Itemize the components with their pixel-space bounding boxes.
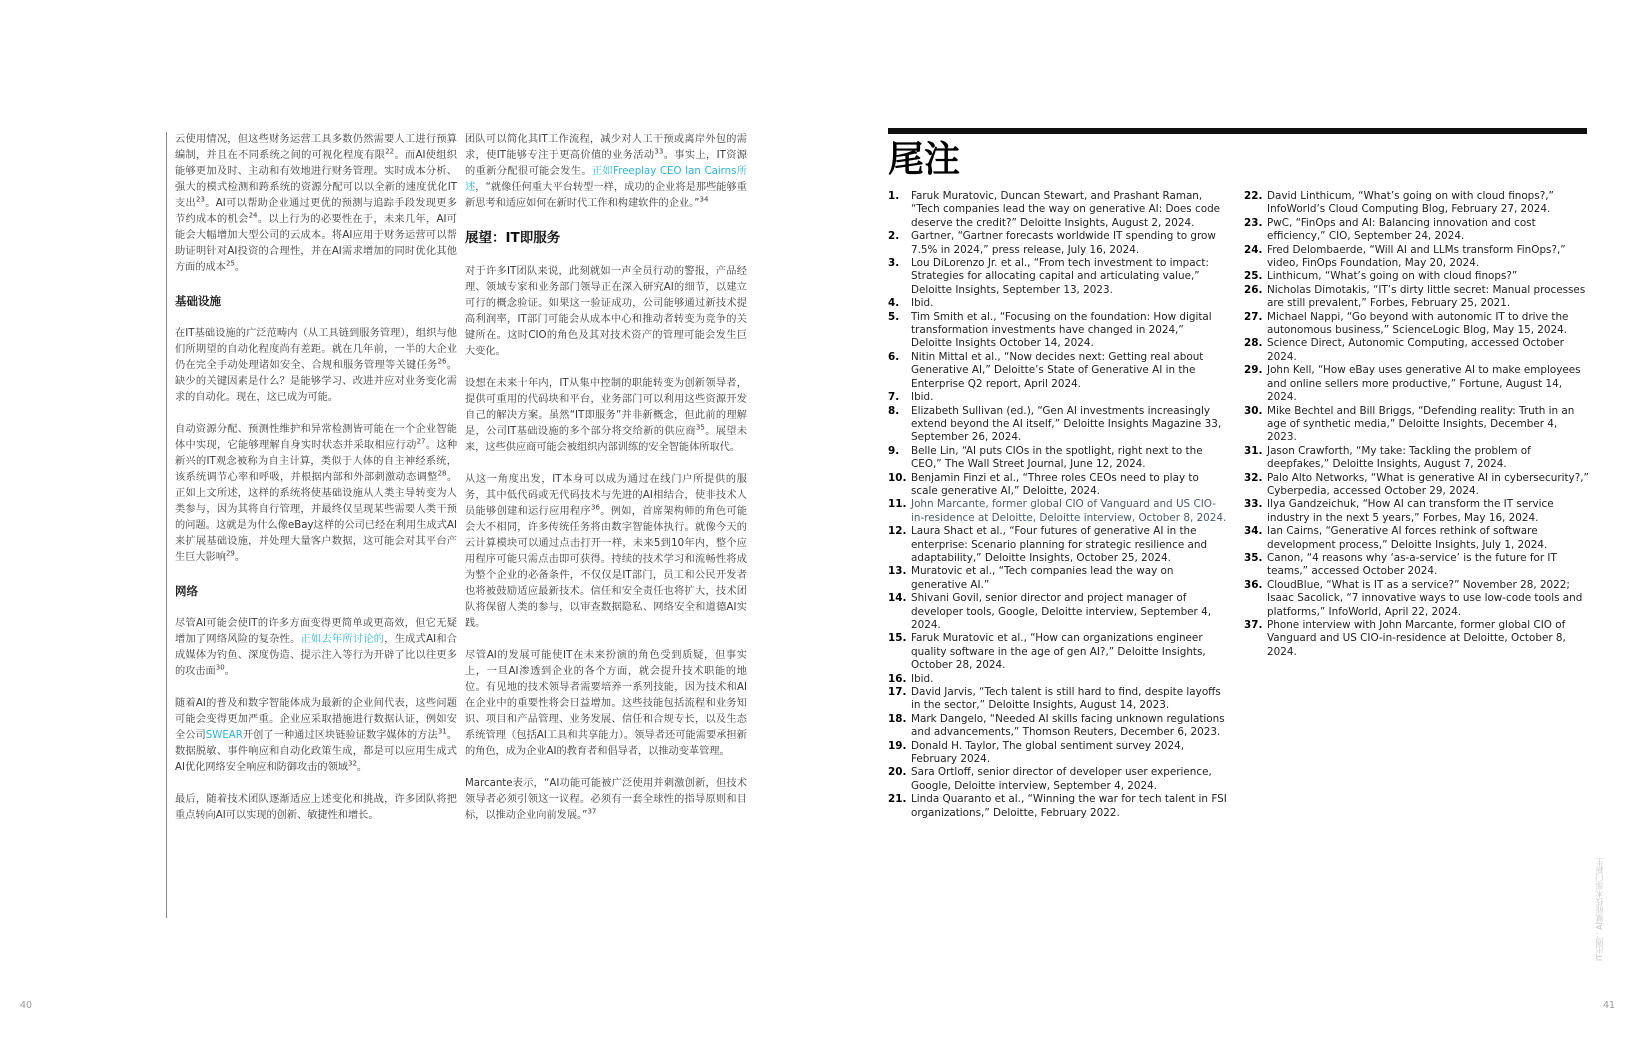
endnote-text: Tim Smith et al., “Focusing on the foundation: How digital transformation investments have changed in 2024,” Deloitte Insights October 14, 2024. [911, 310, 1212, 350]
endnote-text: Science Direct, Autonomic Computing, accessed October 2024. [1267, 337, 1564, 363]
endnotes-title: 尾注 [888, 139, 961, 180]
endnote-item [1244, 498, 1589, 525]
endnote-text: Shivani Govil, senior director and project manager of developer tools, Google, Deloitte interview, September 4, 2024. [911, 592, 1212, 631]
inline-link-freeplay[interactable]: 正如Freeplay CEO Ian Cairns所述 [465, 166, 747, 193]
page-number-left: 40 [20, 1000, 33, 1011]
paragraph: 尽管AI的发展可能使IT在未来扮演的角色受到质疑，但事实上，一旦AI渗透到企业的各个方面，就会提升技术职能的地位。有见地的技术领导者需要培养一系列技能，因为技术和AI在企业中的重要性将会日益增加。这些技能包括流程和业务知识、项目和产品管理、业务发展、信任和合规专长，以及生态系统管理（包括AI工具和共享能力）。领导者还可能需要承担新的角色，成为企业AI的教育者和倡导者，以推动变革管理。 [465, 650, 747, 757]
endnote-number: 18. [888, 712, 907, 725]
endnote-text: CloudBlue, “What is IT as a service?” November 28, 2022; Isaac Sacolick, “7 innovative ways to use low-code tools and platforms,” InfoWorld, April 22, 2024. [1267, 578, 1583, 618]
endnote-text: PwC, “FinOps and AI: Balancing innovation and cost efficiency,” CIO, September 24, 2024. [1267, 216, 1536, 243]
endnote-item [888, 740, 1228, 767]
endnote-item [888, 592, 1228, 632]
page-number-right: 41 [1603, 1000, 1616, 1011]
endnote-number: 35. [1244, 551, 1263, 564]
endnote-item [888, 445, 1228, 472]
endnote-item[interactable] [888, 498, 1228, 525]
endnote-item [888, 766, 1228, 793]
paragraph: 团队可以简化其IT工作流程，减少对人工干预或离岸外包的需求，使IT能够专注于更高价值的业务活动$^{33}$。事实上，IT资源的重新分配很可能会发生。正如Freeplay CEO Ian Cairns所述，“就像任何重大平台转型一样，成功的企业将是那些能够重新思考和适应如何在新时代工作和构建软件的企业。”$^{34}$ [465, 134, 747, 209]
endnote-item [1244, 337, 1589, 364]
endnote-number: 5. [888, 310, 900, 323]
endnote-number: 30. [1244, 404, 1263, 417]
endnote-number: 25. [1244, 270, 1263, 283]
endnote-item [1244, 284, 1589, 311]
paragraph: 对于许多IT团队来说，此刻就如一声全员行动的警报，产品经理、领域专家和业务部门领导正在深入研究AI的细节，以建立可行的概念验证。如果这一验证成功，公司能够通过新技术提高利润率，IT部门可能会从成本中心和推动者转变为竞争的关键所在。这时CIO的角色及其对技术资产的管理可能会发生巨大变化。 [465, 266, 747, 357]
endnote-text: Faruk Muratovic, Duncan Stewart, and Prashant Raman, “Tech companies lead the way on generative AI: Does code deserve the credit?” Deloitte Insights, August 2, 2024. [911, 190, 1221, 229]
endnote-number: 12. [888, 525, 907, 538]
endnote-text: Fred Delombaerde, “Will AI and LLMs transform FinOps?,” video, FinOps Foundation, May 20, 2024. [1267, 243, 1566, 270]
endnote-item [888, 686, 1228, 713]
section-heading-network: 网络 [175, 584, 198, 598]
endnote-item [888, 391, 1228, 404]
endnote-text: Mike Bechtel and Bill Briggs, “Defending reality: Truth in an age of synthetic media,” Deloitte Insights, December 4, 2023. [1267, 404, 1575, 444]
endnote-item [888, 351, 1228, 391]
endnote-text: Nicholas Dimotakis, “IT’s dirty little secret: Manual processes are still prevalent,” Forbes, February 25, 2021. [1267, 283, 1586, 310]
endnote-text: Benjamin Finzi et al., “Three roles CEOs need to play to scale generative AI,” Deloitte, 2024. [911, 471, 1199, 497]
endnote-text: Linthicum, “What’s going on with cloud finops?” [1267, 270, 1518, 283]
endnote-number: 34. [1244, 525, 1263, 538]
endnote-item [1244, 579, 1589, 619]
endnote-item [1244, 364, 1589, 404]
endnote-number: 26. [1244, 283, 1263, 296]
endnote-number: 14. [888, 592, 907, 605]
endnote-item [888, 632, 1228, 672]
endnote-text: Faruk Muratovic et al., “How can organizations engineer quality software in the age of gen AI?,” Deloitte Insights, October 28, 2024. [911, 632, 1206, 672]
endnote-text: David Linthicum, “What’s going on with cloud finops?,” InfoWorld’s Cloud Computing Blog, February 27, 2024. [1267, 190, 1554, 216]
endnote-text: Ibid. [911, 391, 934, 404]
endnote-number: 29. [1244, 364, 1263, 377]
endnote-text: Palo Alto Networks, “What is generative AI in cybersecurity?,” Cyberpedia, accessed October 29, 2024. [1267, 471, 1589, 497]
endnote-number: 11. [888, 498, 907, 511]
endnote-number: 19. [888, 739, 907, 752]
endnote-text: Phone interview with John Marcante, former global CIO of Vanguard and US CIO-in-residence at Deloitte, October 8, 2024. [1267, 619, 1566, 658]
endnote-item [888, 713, 1228, 740]
endnote-text: Ibid. [911, 297, 934, 310]
endnote-number: 24. [1244, 243, 1263, 256]
paragraph: 云使用情况，但这些财务运营工具多数仍然需要人工进行预算编制，并且在不同系统之间的可视化程度有限$^{22}$。而AI使组织能够更加及时、主动和有效地进行财务管理。实时成本分析、强大的模式检测和跨系统的资源分配可以以全新的速度优化IT支出$^{23}$。AI可以帮助企业通过更优的预测与追踪手段发现更多节约成本的机会$^{24}$。以上行为的必要性在于，未来几年，AI可能会大幅增加大型公司的云成本。将AI应用于财务运营可以帮助证明针对AI投资的合理性，并在AI需求增加的同时优化其他方面的成本$^{25}$。 [175, 134, 457, 273]
endnote-text: Donald H. Taylor, The global sentiment survey 2024, February 2024. [911, 739, 1185, 766]
endnote-number: 2. [888, 230, 900, 243]
endnote-item [888, 190, 1228, 230]
endnote-item [888, 525, 1228, 565]
paragraph: 自动资源分配、预测性维护和异常检测皆可能在一个企业智能体中实现，它能够理解自身实时状态并采取相应行动$^{27}$。这种新兴的IT观念被称为自主计算，类似于人体的自主神经系统，该系统调节心率和呼吸，并根据内部和外部刺激动态调整$^{28}$。正如上文所述，这样的系统将使基础设施从人类主导转变为人类参与，因为其将自行管理，并最终仅呈现某些需要人类干预的问题。这就是为什么像eBay这样的公司已经在利用生成式AI来扩展基础设施，并处理大量客户数据，这可能会对其平台产生巨大影响$^{29}$。 [175, 424, 458, 563]
endnote-text: Ian Cairns, “Generative AI forces rethink of software development process,” Deloitte Insights, July 1, 2024. [1267, 525, 1548, 551]
endnote-number: 9. [888, 444, 900, 457]
endnote-text: Nitin Mittal et al., “Now decides next: Getting real about Generative AI,” Deloitte’s State of Generative AI in the Enterprise Q2 report, April 2024. [911, 350, 1204, 390]
endnote-number: 28. [1244, 337, 1263, 350]
endnote-number: 15. [888, 632, 907, 645]
endnote-number: 13. [888, 565, 907, 578]
left-column-2 [465, 132, 747, 840]
left-column-1 [166, 132, 457, 918]
endnotes-list-left [888, 190, 1228, 820]
top-rule [888, 128, 1587, 134]
endnote-text: John Kell, “How eBay uses generative AI to make employees and online sellers more productive,” Fortune, August 14, 2024. [1267, 364, 1581, 404]
paragraph: 随着AI的普及和数字智能体成为最新的企业间代表，这些问题可能会变得更加严重。企业应采取措施进行数据认证，例如安全公司SWEAR开创了一种通过区块链验证数字媒体的方法$^{31}$。数据脱敏、事件响应和自动化政策生成，都是可以应用生成式AI优化网络安全响应和防御攻击的领域$^{32}$。 [175, 698, 458, 773]
endnote-number: 32. [1244, 471, 1263, 484]
inline-link-swear[interactable]: SWEAR [205, 730, 243, 741]
endnotes-list-right [1244, 190, 1589, 659]
endnote-number: 23. [1244, 216, 1263, 229]
endnote-text: Michael Nappi, “Go beyond with autonomic IT to drive the autonomous business,” ScienceLogic Blog, May 15, 2024. [1267, 310, 1569, 337]
endnote-number: 22. [1244, 190, 1263, 202]
endnote-item [1244, 244, 1589, 271]
endnote-item [1244, 270, 1589, 283]
endnote-item [1244, 311, 1589, 338]
endnote-number: 4. [888, 297, 900, 310]
endnote-text: Sara Ortloff, senior director of developer user experience, Google, Deloitte interview, September 4, 2024. [911, 766, 1212, 792]
endnote-number: 33. [1244, 498, 1263, 511]
endnote-item [1244, 217, 1589, 244]
endnote-item [888, 257, 1228, 297]
endnote-text: Mark Dangelo, “Needed AI skills facing unknown regulations and advancements,” Thomson Reuters, December 6, 2023. [911, 712, 1225, 739]
endnote-text: Jason Crawforth, “My take: Tackling the problem of deepfakes,” Deloitte Insights, August 7, 2024. [1267, 444, 1531, 471]
endnote-item [888, 565, 1228, 592]
endnote-number: 3. [888, 257, 900, 270]
inline-link[interactable]: 正如去年所讨论的 [300, 634, 385, 645]
endnote-item [1244, 619, 1589, 659]
endnote-number: 8. [888, 404, 900, 417]
endnote-number: 16. [888, 672, 907, 685]
endnote-number: 37. [1244, 619, 1263, 631]
endnote-number: 6. [888, 350, 900, 363]
endnote-text: Muratovic et al., “Tech companies lead the way on generative AI.” [911, 565, 1174, 591]
endnote-item [888, 230, 1228, 257]
endnote-number: 20. [888, 766, 907, 779]
endnote-text: Ibid. [911, 672, 934, 685]
endnote-text: Canon, “4 reasons why ‘as-a-service’ is the future for IT teams,” accessed October 2024. [1267, 551, 1557, 578]
endnote-number: 17. [888, 686, 907, 699]
endnote-item [1244, 552, 1589, 579]
endnote-number: 27. [1244, 310, 1263, 323]
running-footer-title: IT出圈：AI赋能技术部门新生 [1595, 858, 1604, 962]
section-heading-outlook: 展望：IT即服务 [465, 230, 561, 246]
endnote-text[interactable]: John Marcante, former global CIO of Vanguard and US CIO-in-residence at Deloitte, Deloitte interview, October 8, 2024. [911, 498, 1227, 524]
endnote-number: 10. [888, 471, 907, 484]
paragraph: 设想在未来十年内，IT从集中控制的职能转变为创新领导者，提供可重用的代码块和平台，业务部门可以利用这些资源开发自己的解决方案。虽然“IT即服务”并非新概念，但此前的理解是，公司IT基础设施的多个部分将交给新的供应商$^{35}$。展望未来，这些供应商可能会被组织内部训练的安全智能体所取代。 [465, 378, 748, 453]
endnote-text: Gartner, “Gartner forecasts worldwide IT spending to grow 7.5% in 2024,” press release, July 16, 2024. [911, 230, 1216, 256]
endnote-text: Linda Quaranto et al., “Winning the war for tech talent in FSI organizations,” Deloitte, February 2022. [911, 793, 1227, 819]
endnote-item [888, 472, 1228, 499]
endnote-text: Ilya Gandzeichuk, “How AI can transform the IT service industry in the next 5 years,” Forbes, May 16, 2024. [1267, 498, 1554, 524]
endnote-item [1244, 445, 1589, 472]
endnote-text: Laura Shact et al., “Four futures of generative AI in the enterprise: Scenario planning for strategic resilience and adaptability,” Deloitte Insights, October 25, 2024. [911, 525, 1208, 564]
paragraph: 尽管AI可能会使IT的许多方面变得更简单或更高效，但它无疑增加了网络风险的复杂性。正如去年所讨论的，生成式AI和合成媒体为钓鱼、深度伪造、提示注入等行为开辟了比以往更多的攻击面$^{30}$。 [175, 618, 457, 677]
paragraph: Marcante表示，“AI功能可能被广泛使用并刺激创新，但技术领导者必须引领这一议程。必须有一套全球性的指导原则和目标，以推动企业向前发展。”$^{37}$ [465, 778, 747, 821]
endnote-number: 31. [1244, 444, 1263, 457]
paragraph: 从这一角度出发，IT本身可以成为通过在线门户所提供的服务，其中低代码或无代码技术与先进的AI相结合，使非技术人员能够创建和运行应用程序$^{36}$。例如，首席架构师的角色可能会大不相同，许多传统任务将由数字智能体执行。就像今天的云计算模块可以通过点击打开一样，未来5到10年内，整个应用程序可能只需点击即可获得。持续的技术学习和流畅性将成为整个企业的必备条件，不仅仅是IT部门，员工和公民开发者也将被鼓励适应最新技术。信任和安全责任也将扩大，技术团队将保留人类的参与，以审查数据隐私、网络安全和道德AI实践。 [465, 474, 748, 629]
endnote-item [888, 297, 1228, 310]
endnote-item [1244, 190, 1589, 217]
paragraph: 在IT基础设施的广泛范畴内（从工具链到服务管理），组织与他们所期望的自动化程度尚有差距。就在几年前，一半的大企业仍在完全手动处理诸如安全、合规和服务管理等关键任务$^{26}$。缺少的关键因素是什么？是能够学习、改进并应对业务变化需求的自动化。现在，这已成为可能。 [175, 328, 458, 403]
endnote-item [1244, 405, 1589, 445]
endnote-item [1244, 525, 1589, 552]
endnote-number: 21. [888, 793, 907, 806]
endnote-text: Belle Lin, “AI puts CIOs in the spotlight, right next to the CEO,” The Wall Street Journal, June 12, 2024. [911, 444, 1203, 471]
endnote-text: Lou DiLorenzo Jr. et al., “From tech investment to impact: Strategies for allocating capital and articulating value,” Deloitte Insights, September 13, 2023. [911, 257, 1209, 296]
endnote-item [888, 673, 1228, 686]
endnote-number: 36. [1244, 578, 1263, 591]
endnote-number: 1. [888, 190, 900, 202]
endnote-item [888, 405, 1228, 445]
endnote-text: Elizabeth Sullivan (ed.), “Gen AI investments increasingly extend beyond the AI itself,” Deloitte Insights Magazine 33, September 26, 2024. [911, 404, 1222, 444]
endnote-text: David Jarvis, “Tech talent is still hard to find, despite layoffs in the sector,” Deloitte Insights, August 14, 2023. [911, 686, 1221, 712]
paragraph: 最后，随着技术团队逐渐适应上述变化和挑战，许多团队将把重点转向AI可以实现的创新、敏捷性和增长。 [175, 794, 457, 821]
endnote-number: 7. [888, 391, 900, 404]
endnote-item [888, 311, 1228, 351]
endnote-item [888, 793, 1228, 820]
endnote-item [1244, 472, 1589, 499]
section-heading-infrastructure: 基础设施 [175, 294, 221, 308]
